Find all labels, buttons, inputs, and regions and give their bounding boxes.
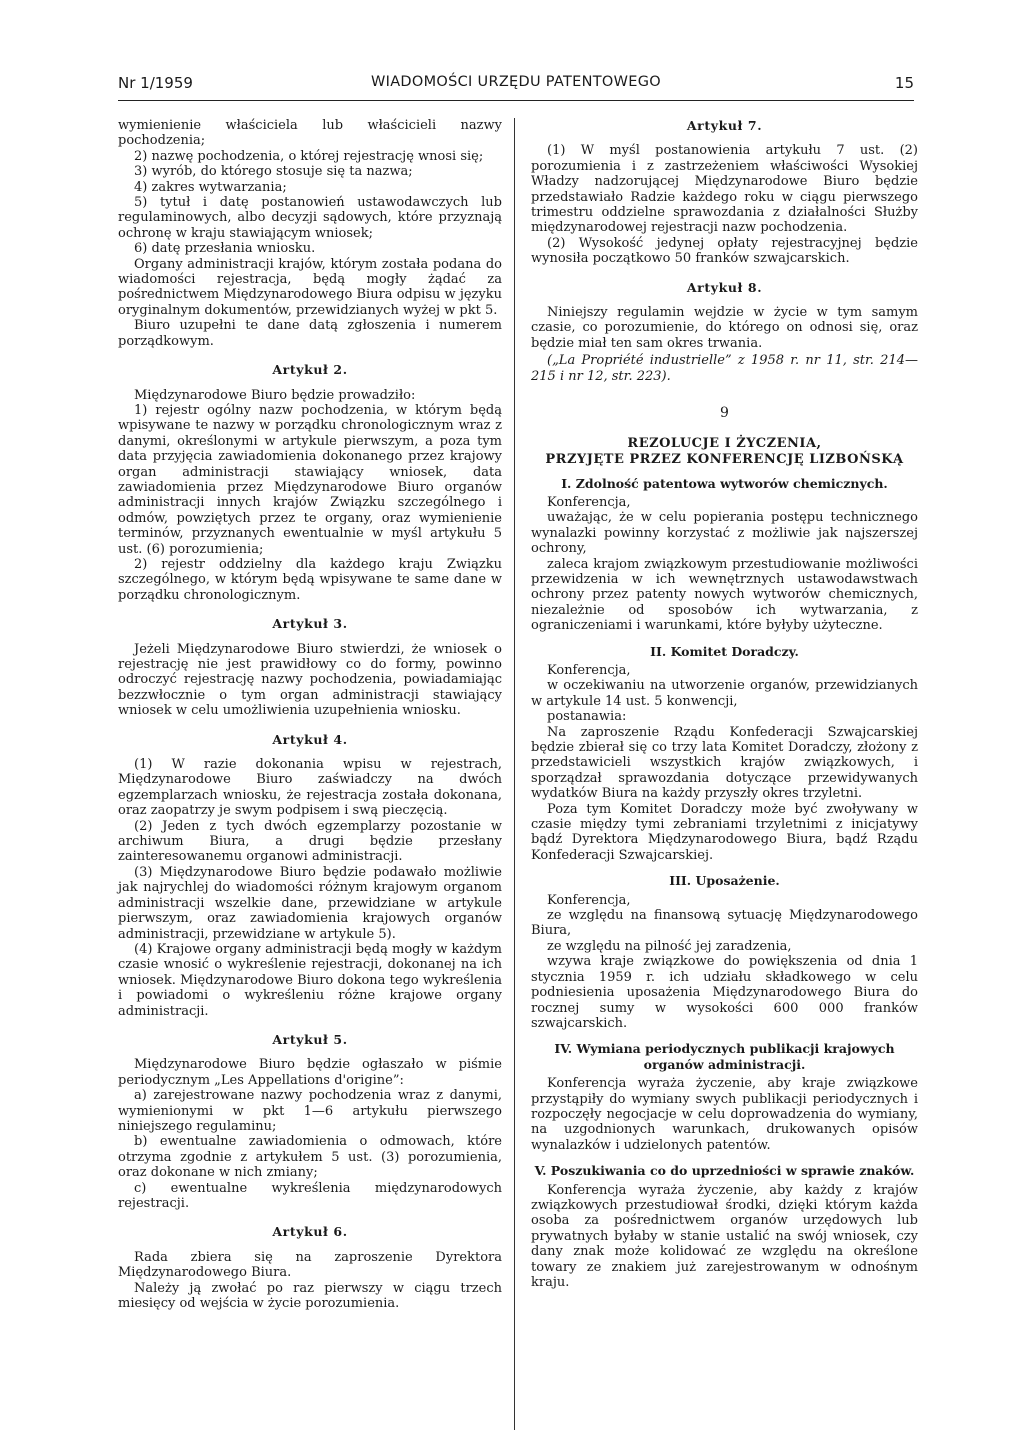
paragraph: 6) datę przesłania wniosku. bbox=[134, 241, 316, 257]
article-heading: Artykuł 6. bbox=[272, 1224, 348, 1240]
paragraph: ze względu na pilność jej zaradzenia, bbox=[547, 938, 792, 954]
paragraph: (3) Międzynarodowe Biuro będzie podawało możliwie jak najrychlej do wiadomości różnym krajowym organom administracji wszelkie dane, przewidziane w artykule pierwszym, oraz zawiadomienia krajowych organów administracji, przewidziane w artykule 5). bbox=[118, 864, 502, 942]
paragraph: 2) rejestr oddzielny dla każdego kraju Związku szczególnego, w którym będą wpisywane te same dane w porządku chronologicznym. bbox=[118, 556, 502, 603]
column-divider bbox=[514, 118, 515, 1430]
paragraph: Organy administracji krajów, którym została podana do wiadomości rejestracja, będą mogły żądać za pośrednictwem Międzynarodowego Biura odpisu w języku oryginalnym dokumentów, przewidzianych wyżej w pkt 5. bbox=[118, 256, 502, 318]
paragraph: Konferencja, bbox=[547, 494, 631, 510]
paragraph: (4) Krajowe organy administracji będą mogły w każdym czasie wnosić o wykreślenie rejestracji, dokonanej na ich wniosek. Międzynarodowe Biuro dokona tego wykreślenia i powiadomi o wykreśleniu różne krajowe organy administracji. bbox=[118, 941, 502, 1019]
article-heading: Artykuł 3. bbox=[272, 616, 348, 632]
paragraph: Międzynarodowe Biuro będzie ogłaszało w piśmie periodycznym „Les Appellations d'origine”: bbox=[118, 1057, 502, 1088]
left-column bbox=[118, 118, 502, 1311]
paragraph: Biuro uzupełni te dane datą zgłoszenia i numerem porządkowym. bbox=[118, 318, 502, 349]
document-number: 9 bbox=[720, 405, 729, 422]
section-heading: III. Uposażenie. bbox=[669, 873, 780, 889]
paragraph: wzywa kraje związkowe do powiększenia od dnia 1 stycznia 1959 r. ich udziału składkowego w celu podniesienia uposażenia Międzynarodowego Biura do rocznej sumy w wysokości 600 000 franków szwajcarskich. bbox=[531, 954, 918, 1031]
source-citation: („La Propriété industrielle” z 1958 r. nr 11, str. 214—215 i nr 12, str. 223). bbox=[531, 353, 918, 384]
article-heading: Artykuł 7. bbox=[686, 118, 763, 133]
paragraph: (1) W myśl postanowienia artykułu 7 ust. (2) porozumienia i z zastrzeżeniem właściwości Wysokiej Władzy nadzorującej Międzynarodowe Biuro będzie przedstawiało Radzie każdego roku w ciągu pierwszego trimestru oddzielne sprawozdania z działalności Służby międzynarodowej rejestracji nazw pochodzenia. bbox=[531, 143, 918, 236]
paragraph: Niniejszy regulamin wejdzie w życie w tym samym czasie, co porozumienie, do którego on odnosi się, oraz będzie miał ten sam okres trwania. bbox=[531, 305, 918, 351]
paragraph: ze względu na finansową sytuację Międzynarodowego Biura, bbox=[531, 908, 918, 939]
paragraph: Konferencja, bbox=[547, 892, 631, 908]
paragraph: Na zaproszenie Rządu Konfederacji Szwajcarskiej będzie zbierał się co trzy lata Komitet Doradczy, złożony z przedstawicieli wszystkich krajów związkowych, i sporządzał sprawozdania dotyczące przewidywanych wydatków Biura na każdy przyszły okres trzyletni. bbox=[531, 724, 918, 802]
paragraph: 2) nazwę pochodzenia, o której rejestrację wnosi się; bbox=[134, 148, 484, 164]
paragraph: wymienienie właściciela lub właścicieli nazwy pochodzenia; bbox=[118, 118, 502, 149]
paragraph: 5) tytuł i datę postanowień ustawodawczych lub regulaminowych, albo decyzji sądowych, które przyznają ochronę w kraju stawiającym wniosek; bbox=[118, 195, 502, 241]
paragraph: b) ewentualne zawiadomienia o odmowach, które otrzyma zgodnie z artykułem 5 ust. (3) porozumienia, oraz dokonane w nich zmiany; bbox=[118, 1134, 502, 1181]
paragraph: (2) Jeden z tych dwóch egzemplarzy pozostanie w archiwum Biura, a drugi będzie przesłany zainteresowanemu organowi administracji. bbox=[118, 818, 502, 865]
document-title bbox=[531, 436, 918, 468]
paragraph: Konferencja wyraża życzenie, aby kraje związkowe przystąpiły do wymiany swych publikacji periodycznych i rozpoczęły negocjacje w celu doprowadzenia do wymiany, na uzgodnionych warunkach, drukowanych opisów wynalazków i udzielonych patentów. bbox=[531, 1076, 918, 1153]
paragraph: a) zarejestrowane nazwy pochodzenia wraz z danymi, wymienionymi w pkt 1—6 artykułu pierwszego niniejszego regulaminu; bbox=[118, 1088, 502, 1134]
page-number: 15 bbox=[894, 74, 914, 92]
section-heading: IV. Wymiana periodycznych publikacji krajowych organów administracji. bbox=[554, 1041, 895, 1072]
article-heading: Artykuł 4. bbox=[272, 731, 348, 747]
paragraph: postanawia: bbox=[547, 709, 627, 725]
issue-number: Nr 1/1959 bbox=[118, 74, 193, 92]
paragraph: (1) W razie dokonania wpisu w rejestrach, Międzynarodowe Biuro zaświadczy na dwóch egzemplarzach wniosku, że rejestracja została dokonana, oraz zaopatrzy je swym podpisem i swą pieczęcią. bbox=[118, 757, 502, 819]
document-title-line: PRZYJĘTE PRZEZ KONFERENCJĘ LIZBOŃSKĄ bbox=[545, 451, 904, 467]
document-title-line: REZOLUCJE I ŻYCZENIA, bbox=[627, 435, 822, 451]
page-header bbox=[118, 70, 914, 101]
paragraph: uważając, że w celu popierania postępu technicznego wynalazki powinny korzystać z możliwie jak najszerszej ochrony, bbox=[531, 510, 918, 557]
paragraph: zaleca krajom związkowym przestudiowanie możliwości przewidzenia w ich wewnętrznych ustawodawstwach ochrony przez patenty nowych wytworów chemicznych, niezależnie od sposobów ich wytwarzania, z ograniczeniami i warunkami, które byłyby użyteczne. bbox=[531, 556, 918, 634]
paragraph: Rada zbiera się na zaproszenie Dyrektora Międzynarodowego Biura. bbox=[118, 1249, 502, 1281]
paragraph: 4) zakres wytwarzania; bbox=[134, 179, 287, 195]
journal-title: WIADOMOŚCI URZĘDU PATENTOWEGO bbox=[370, 74, 661, 90]
paragraph: c) ewentualne wykreślenia międzynarodowych rejestracji. bbox=[118, 1180, 502, 1211]
paragraph: 1) rejestr ogólny nazw pochodzenia, w którym będą wpisywane te nazwy w porządku chronologicznym wraz z danymi, określonymi w artykule pierwszym, a poza tym data przyjęcia zawiadomienia dokonanego przez krajowy organ administracji stawiający wniosek, data zawiadomienia przez Międzynarodowe Biuro organów administracji innych krajów Związku szczególnego i odmów, powziętych przez te organy, oraz wymienienie terminów, przyznanych ewentualnie w myśl artykułu 5 ust. (6) porozumienia; bbox=[118, 402, 502, 557]
paragraph: (2) Wysokość jedynej opłaty rejestracyjnej będzie wynosiła początkowo 50 franków szwajcarskich. bbox=[531, 235, 918, 267]
section-heading: V. Poszukiwania co do uprzedniości w sprawie znaków. bbox=[534, 1163, 915, 1179]
paragraph: 3) wyrób, do którego stosuje się ta nazwa; bbox=[134, 164, 413, 180]
section-heading: II. Komitet Doradczy. bbox=[650, 643, 799, 659]
article-heading: Artykuł 8. bbox=[686, 279, 763, 295]
paragraph: Jeżeli Międzynarodowe Biuro stwierdzi, że wniosek o rejestrację nie jest prawidłowy co do formy, powinno odroczyć rejestrację nazwy pochodzenia, powiadamiając bezzwłocznie o tym organ administracji stawiający wniosek w celu umożliwienia uzupełnienia wniosku. bbox=[118, 641, 502, 719]
paragraph: Należy ją zwołać po raz pierwszy w ciągu trzech miesięcy od wejścia w życie porozumienia. bbox=[118, 1280, 502, 1312]
paragraph: Konferencja, bbox=[547, 662, 631, 678]
paragraph: w oczekiwaniu na utworzenie organów, przewidzianych w artykule 14 ust. 5 konwencji, bbox=[531, 678, 918, 709]
paragraph: Poza tym Komitet Doradczy może być zwoływany w czasie między tymi zebraniami trzyletnimi z inicjatywy bądź Dyrektora Międzynarodowego Biura, bądź Rządu Konfederacji Szwajcarskiej. bbox=[531, 801, 918, 863]
paragraph: Konferencja wyraża życzenie, aby każdy z krajów związkowych przestudiował środki, dzięki którym każda osoba za pośrednictwem organów urzędowych lub prywatnych byłaby w stanie ustalić na swój wniosek, czy dany znak może kolidować ze względu na określone towary ze znakiem już zarejestrowanym w odnośnym kraju. bbox=[531, 1182, 918, 1290]
article-heading: Artykuł 5. bbox=[272, 1031, 348, 1047]
section-heading: I. Zdolność patentowa wytworów chemicznych. bbox=[561, 475, 888, 491]
paragraph: Międzynarodowe Biuro będzie prowadziło: bbox=[134, 387, 416, 403]
article-heading: Artykuł 2. bbox=[272, 362, 348, 378]
right-column bbox=[531, 118, 918, 1290]
